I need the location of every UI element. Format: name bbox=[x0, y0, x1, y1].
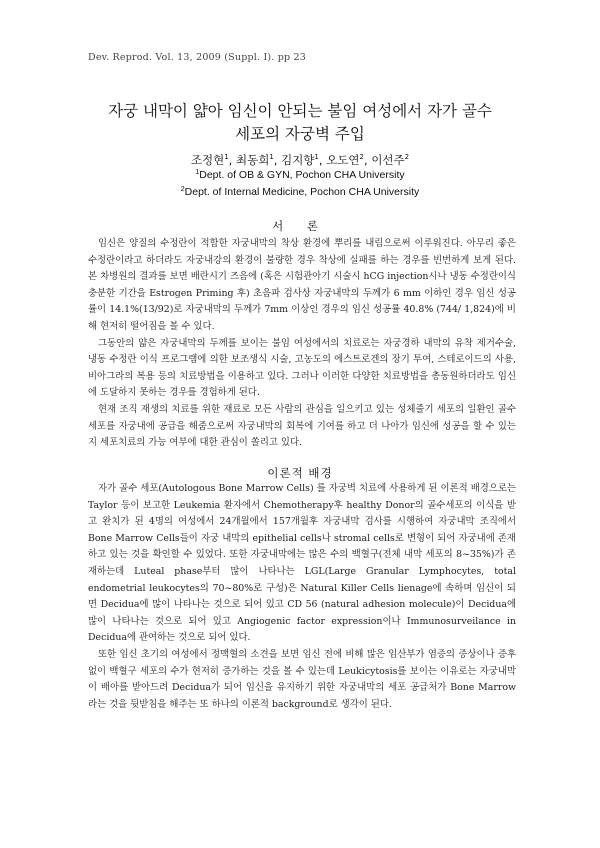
author: 이선주$^2$ bbox=[371, 153, 410, 167]
affiliation-1: $^1$Dept. of OB & GYN, Pochon CHA University bbox=[195, 169, 405, 181]
paper-title bbox=[60, 100, 540, 146]
paragraph: 현재 조직 재생의 치료를 위한 재료로 모든 사람의 관심을 일으키고 있는 성체줄기 세포의 일환인 골수세포를 자궁내에 공급을 해줌으로써 자궁내막의 회복에 기여를 하고 더 나아가 임신에 성공을 할 수 있는지 세포치료의 가능 여부에 대한 관심이 쏠리고 있다. bbox=[88, 403, 516, 449]
author-list: 조정현$^1$, 최동희$^1$, 김지향$^1$, 오도연$^2$, 이선주$^2$ bbox=[190, 153, 410, 167]
section-title-introduction: 서 론 bbox=[272, 219, 328, 233]
paragraph: 임신은 양질의 수정란이 적합한 자궁내막의 착상 환경에 뿌리를 내림으로써 이루워진다. 아무리 좋은 수정란이라고 하더라도 자궁내강의 환경이 불량한 경우 착상에 실패를 하는 경우를 빈번하게 보게 된다. 본 차병원의 결과를 보면 배란시기 즈음에 (혹은 시험관아기 시술시 hCG injection시나 냉동 수정란이식 충분한 기간을 Estrogen Priming 후) 초음파 검사상 자궁내막의 두께가 6 mm 이하인 경우 임신 성공률이 14.1%(13/92)로 자궁내막의 두께가 7mm 이상인 경우의 임신 성공률 40.8% (744/ 1,824)에 비해 현저히 떨어짐을 볼 수 있다. bbox=[88, 238, 516, 332]
title-line-2: 세포의 자궁벽 주입 bbox=[235, 125, 365, 143]
author: 오도연$^2$ bbox=[326, 153, 364, 167]
journal-citation: Dev. Reprod. Vol. 13, 2009 (Suppl. I). pp 23 bbox=[88, 52, 307, 63]
affiliation-2: $^2$Dept. of Internal Medicine, Pochon CHA University bbox=[180, 186, 420, 198]
background-body bbox=[88, 481, 516, 713]
section-title-background: 이론적 배경 bbox=[267, 466, 333, 480]
title-line-1: 자궁 내막이 얇아 임신이 안되는 불임 여성에서 자가 골수 bbox=[108, 102, 492, 120]
introduction-body bbox=[88, 236, 516, 452]
paragraph: 그동안의 얇은 자궁내막의 두께를 보이는 불임 여성에서의 치료로는 자궁경하 내막의 유착 제거수술, 냉동 수정란 이식 프로그램에 의한 보조생식 시술, 고농도의 에스트로겐의 장기 투여, 스테로이드의 사용,비아그라의 복용 등의 치료방법을 이용하고 있다. 그러나 이러한 다양한 치료방법을 총동원하더라도 임신에 도달하지 못하는 경우를 경험하게 된다. bbox=[88, 337, 516, 399]
paragraph: 자가 골수 세포(Autologous Bone Marrow Cells) 를 자궁벽 치료에 사용하게 된 이론적 배경으로는 Taylor 등이 보고한 Leukemia 환자에서 Chemotherapy후 healthy Donor의 골수세포의 이식을 받고 완치가 된 4명의 여성에서 24개월에서 157개월후 자궁내막 검사를 시행하여 자궁내막 조직에서 Bone Marrow Cells들이 자궁 내막의 epithelial cells나 stromal cells로 변형이 되어 자궁내에 존재하고 있는 것을 확인할 수 있었다. 또한 자궁내막에는 많은 수의 백혈구(전체 내막 세포의 8~35%)가 존재하는데 Luteal phase부터 많이 나타나는 LGL(Large Granular Lymphocytes, total endometrial leukocytes의 70~80%로 구성)은 Natural Killer Cells lienage에 속하며 임신이 되면 Decidua에 많이 나타나는 것으로 되어 있고 CD 56 (natural adhesion molecule)이 Decidua에 많이 나타나는 것으로 되어 있고 Angiogenic factor expression이나 Immunosurveilance in Decidua에 관여하는 것으로 되어 있다. bbox=[88, 483, 516, 644]
author: 최동희$^1$ bbox=[235, 153, 274, 167]
paragraph: 또한 임신 초기의 여성에서 정맥혈의 소견을 보면 임신 전에 비해 많은 임산부가 염증의 증상이나 증후없이 백혈구 세포의 수가 현저히 증가하는 것을 볼 수 있는데 Leukicytosis를 보이는 이유로는 자궁내막이 배아를 받아드려 Decidua가 되어 임신을 유지하기 위한 자궁내막의 세포 공급처가 Bone Marrow 라는 것을 뒷받침을 해주는 또 하나의 이론적 background로 생각이 된다. bbox=[88, 648, 516, 710]
author: 조정현$^1$ bbox=[190, 153, 229, 167]
author: 김지향$^1$ bbox=[281, 153, 319, 167]
